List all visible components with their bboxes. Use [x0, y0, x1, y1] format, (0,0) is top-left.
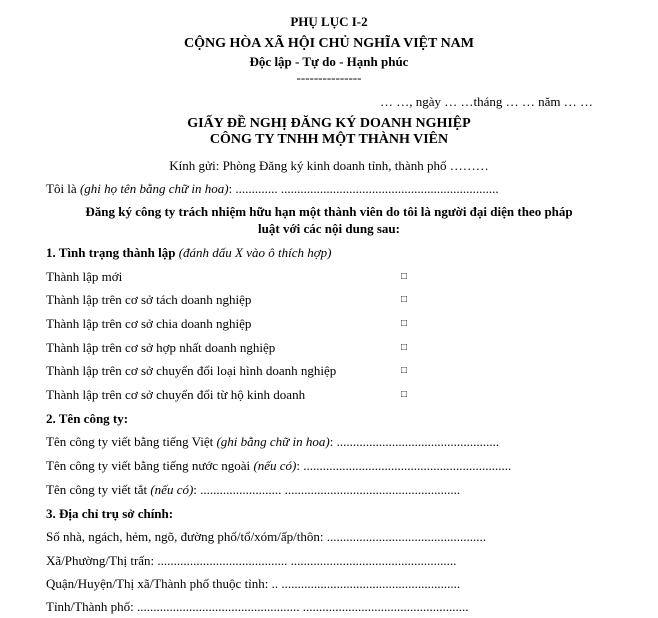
option-label: Thành lập trên cơ sở chuyển đổi từ hộ kinh doanh: [46, 387, 306, 402]
field-hint: (nếu có): [150, 482, 194, 497]
field-label: Số nhà, ngách, hẻm, ngõ, đường phố/tổ/xóm/ấp/thôn:: [46, 529, 324, 544]
separator: ---------------: [296, 70, 362, 85]
checkbox[interactable]: □: [401, 318, 408, 329]
field-hint: (ghi bằng chữ in hoa): [216, 434, 330, 449]
field-label: Tên công ty viết tắt: [46, 482, 151, 497]
applicant-line: [46, 181, 499, 197]
field-fill[interactable]: ........................................ ...................................................: [154, 553, 457, 568]
checkbox[interactable]: □: [401, 365, 408, 376]
field-hint: (nếu có): [253, 458, 297, 473]
section1-heading: [46, 245, 332, 261]
field-company-name-short: [46, 482, 460, 498]
intro-line-1: Đăng ký công ty trách nhiệm hữu hạn một thành viên do tôi là người đại diện theo pháp: [85, 204, 573, 219]
option-label: Thành lập mới: [46, 269, 123, 284]
checkbox[interactable]: □: [401, 389, 408, 400]
applicant-fill: : ............. ...................................................................: [228, 181, 499, 196]
option-label: Thành lập trên cơ sở chia doanh nghiệp: [46, 316, 252, 331]
field-fill[interactable]: .. .......................................................: [268, 576, 461, 591]
applicant-hint: (ghi họ tên bằng chữ in hoa): [79, 181, 229, 196]
field-label: Tỉnh/Thành phố:: [46, 599, 134, 614]
field-ward: [46, 553, 456, 569]
addressee: Kính gửi: Phòng Đăng ký kinh doanh tỉnh, thành phố ………: [169, 158, 489, 173]
section1-title: 1. Tình trạng thành lập: [46, 245, 176, 260]
applicant-label: Tôi là: [46, 181, 77, 196]
option-label: Thành lập trên cơ sở tách doanh nghiệp: [46, 292, 252, 307]
field-fill[interactable]: .................................................. ...................................................: [133, 599, 469, 614]
field-district: [46, 576, 460, 592]
appendix-label: PHỤ LỤC I-2: [290, 14, 368, 29]
motto: Độc lập - Tự do - Hạnh phúc: [249, 54, 409, 69]
field-label: Tên công ty viết bằng tiếng Việt: [46, 434, 217, 449]
field-fill[interactable]: : ................................................................: [296, 458, 512, 473]
form-title: GIẤY ĐỀ NGHỊ ĐĂNG KÝ DOANH NGHIỆP: [187, 116, 471, 131]
field-fill[interactable]: .................................................: [323, 529, 487, 544]
section1-hint: (đánh dấu X vào ô thích hợp): [178, 245, 332, 260]
field-label: Quận/Huyện/Thị xã/Thành phố thuộc tỉnh:: [46, 576, 269, 591]
checkbox[interactable]: □: [401, 294, 408, 305]
field-label: Tên công ty viết bằng tiếng nước ngoài: [46, 458, 254, 473]
field-fill[interactable]: : ......................... ......................................................: [193, 482, 461, 497]
option-label: Thành lập trên cơ sở chuyển đổi loại hình doanh nghiệp: [46, 363, 337, 378]
field-company-name-foreign: [46, 458, 511, 474]
field-fill[interactable]: : ..................................................: [329, 434, 500, 449]
section3-title: 3. Địa chỉ trụ sở chính:: [46, 506, 174, 521]
form-subtitle: CÔNG TY TNHH MỘT THÀNH VIÊN: [209, 132, 449, 147]
field-street: [46, 529, 486, 545]
field-company-name-vi: [46, 434, 499, 450]
option-label: Thành lập trên cơ sở hợp nhất doanh nghiệp: [46, 340, 276, 355]
checkbox[interactable]: □: [401, 271, 408, 282]
section2-title: 2. Tên công ty:: [46, 411, 129, 426]
field-province: [46, 599, 469, 615]
checkbox[interactable]: □: [401, 342, 408, 353]
nation-heading: CỘNG HÒA XÃ HỘI CHỦ NGHĨA VIỆT NAM: [183, 36, 474, 51]
intro-line-2: luật với các nội dung sau:: [258, 221, 400, 236]
date-line: … …, ngày … …tháng … … năm … …: [380, 94, 594, 109]
field-label: Xã/Phường/Thị trấn:: [46, 553, 155, 568]
